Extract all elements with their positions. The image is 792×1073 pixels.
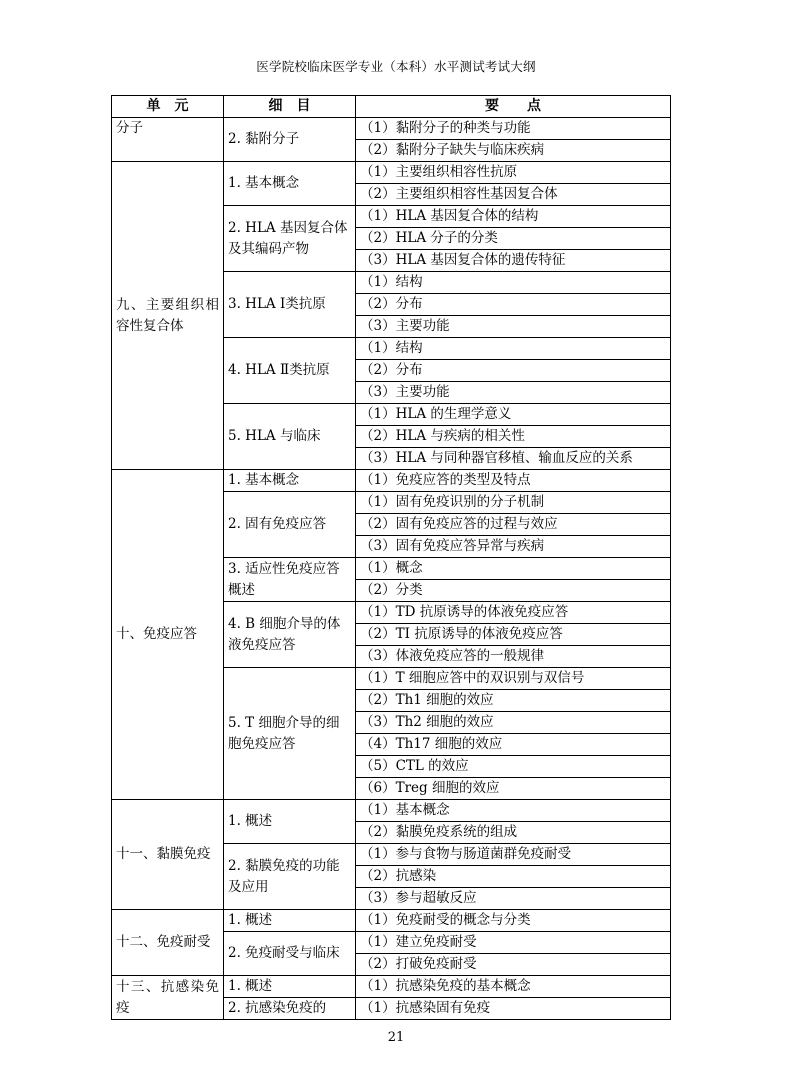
- syllabus-table: [111, 95, 671, 1020]
- page-header: 医学院校临床医学专业（本科）水平测试考试大纲: [256, 59, 536, 74]
- point-cell: （1）HLA 基因复合体的结构: [356, 206, 671, 228]
- unit-cell: 十、免疫应答: [112, 470, 224, 800]
- point-cell: （2）黏附分子缺失与临床疾病: [356, 140, 671, 162]
- table-row: [112, 800, 671, 822]
- column-header-unit: 单 元: [112, 96, 224, 118]
- detail-cell: 1. 基本概念: [224, 470, 356, 492]
- point-cell: （2）分布: [356, 294, 671, 316]
- point-cell: （1）免疫应答的类型及特点: [356, 470, 671, 492]
- detail-cell: 5. T 细胞介导的细胞免疫应答: [224, 668, 356, 800]
- unit-cell: 九、主要组织相容性复合体: [112, 162, 224, 470]
- column-header-detail: 细 目: [224, 96, 356, 118]
- detail-cell: 2. 免疫耐受与临床: [224, 932, 356, 976]
- table-body: [112, 118, 671, 1020]
- detail-cell: 4. B 细胞介导的体液免疫应答: [224, 602, 356, 668]
- detail-cell: 2. 黏附分子: [224, 118, 356, 162]
- table-row: [112, 118, 671, 140]
- point-cell: （1）HLA 的生理学意义: [356, 404, 671, 426]
- point-cell: （3）主要功能: [356, 316, 671, 338]
- point-cell: （2）抗感染: [356, 866, 671, 888]
- table-row: [112, 976, 671, 998]
- point-cell: （4）Th17 细胞的效应: [356, 734, 671, 756]
- point-cell: （2）分布: [356, 360, 671, 382]
- point-cell: （2）主要组织相容性基因复合体: [356, 184, 671, 206]
- point-cell: （5）CTL 的效应: [356, 756, 671, 778]
- point-cell: （2）HLA 与疾病的相关性: [356, 426, 671, 448]
- point-cell: （1）抗感染固有免疫: [356, 998, 671, 1020]
- detail-cell: 1. 概述: [224, 976, 356, 998]
- unit-cell: 分子: [112, 118, 224, 162]
- detail-cell: 3. 适应性免疫应答概述: [224, 558, 356, 602]
- detail-cell: 2. 固有免疫应答: [224, 492, 356, 558]
- point-cell: （2）TI 抗原诱导的体液免疫应答: [356, 624, 671, 646]
- unit-cell: 十二、免疫耐受: [112, 910, 224, 976]
- point-cell: （3）体液免疫应答的一般规律: [356, 646, 671, 668]
- point-cell: （6）Treg 细胞的效应: [356, 778, 671, 800]
- table-row: [112, 470, 671, 492]
- point-cell: （1）T 细胞应答中的双识别与双信号: [356, 668, 671, 690]
- point-cell: （2）HLA 分子的分类: [356, 228, 671, 250]
- point-cell: （1）参与食物与肠道菌群免疫耐受: [356, 844, 671, 866]
- point-cell: （1）主要组织相容性抗原: [356, 162, 671, 184]
- point-cell: （1）结构: [356, 338, 671, 360]
- unit-cell: 十三、抗感染免疫: [112, 976, 224, 1020]
- detail-cell: 5. HLA 与临床: [224, 404, 356, 470]
- detail-cell: 2. HLA 基因复合体及其编码产物: [224, 206, 356, 272]
- point-cell: （2）固有免疫应答的过程与效应: [356, 514, 671, 536]
- point-cell: （2）分类: [356, 580, 671, 602]
- point-cell: （1）基本概念: [356, 800, 671, 822]
- unit-cell: 十一、黏膜免疫: [112, 800, 224, 910]
- detail-cell: 2. 抗感染免疫的: [224, 998, 356, 1020]
- detail-cell: 1. 基本概念: [224, 162, 356, 206]
- point-cell: （3）HLA 与同种器官移植、输血反应的关系: [356, 448, 671, 470]
- point-cell: （1）黏附分子的种类与功能: [356, 118, 671, 140]
- point-cell: （1）TD 抗原诱导的体液免疫应答: [356, 602, 671, 624]
- point-cell: （2）打破免疫耐受: [356, 954, 671, 976]
- point-cell: （2）黏膜免疫系统的组成: [356, 822, 671, 844]
- detail-cell: 3. HLA Ⅰ类抗原: [224, 272, 356, 338]
- point-cell: （1）概念: [356, 558, 671, 580]
- point-cell: （1）免疫耐受的概念与分类: [356, 910, 671, 932]
- point-cell: （1）抗感染免疫的基本概念: [356, 976, 671, 998]
- detail-cell: 4. HLA Ⅱ类抗原: [224, 338, 356, 404]
- page-number: 21: [387, 1030, 405, 1045]
- column-header-points: 要 点: [356, 96, 671, 118]
- point-cell: （2）Th1 细胞的效应: [356, 690, 671, 712]
- point-cell: （3）Th2 细胞的效应: [356, 712, 671, 734]
- detail-cell: 1. 概述: [224, 800, 356, 844]
- point-cell: （3）HLA 基因复合体的遗传特征: [356, 250, 671, 272]
- table-row: [112, 910, 671, 932]
- point-cell: （1）结构: [356, 272, 671, 294]
- detail-cell: 2. 黏膜免疫的功能及应用: [224, 844, 356, 910]
- detail-cell: 1. 概述: [224, 910, 356, 932]
- point-cell: （3）主要功能: [356, 382, 671, 404]
- point-cell: （1）建立免疫耐受: [356, 932, 671, 954]
- point-cell: （3）参与超敏反应: [356, 888, 671, 910]
- table-row: [112, 162, 671, 184]
- point-cell: （3）固有免疫应答异常与疾病: [356, 536, 671, 558]
- table-header-row: [112, 96, 671, 118]
- point-cell: （1）固有免疫识别的分子机制: [356, 492, 671, 514]
